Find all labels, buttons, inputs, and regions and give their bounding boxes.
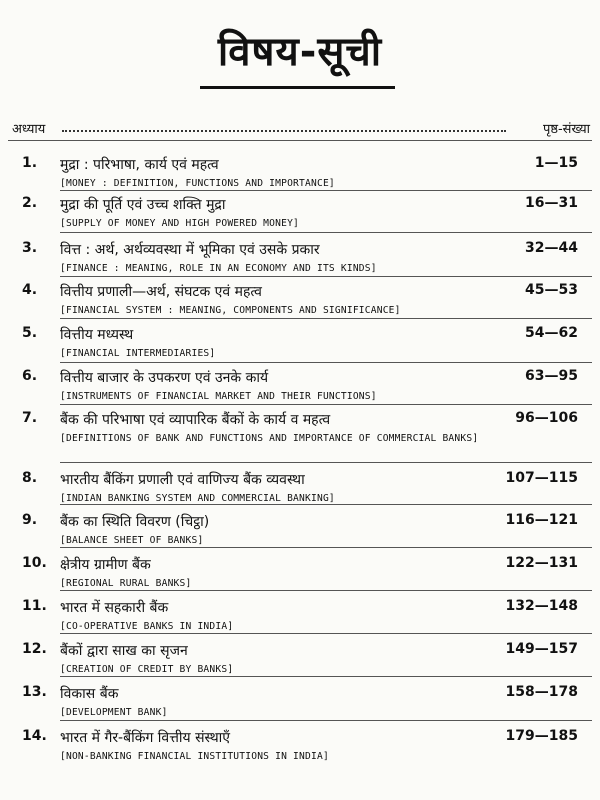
chapter-pages: 158—178 <box>505 684 578 700</box>
chapter-number: 4. <box>22 282 38 298</box>
contents-header <box>12 119 590 139</box>
page-number-column-label: पृष्ठ-संख्या <box>542 122 590 137</box>
chapter-pages: 122—131 <box>505 555 578 571</box>
chapter-number: 2. <box>22 195 38 211</box>
chapter-title-english: [DEVELOPMENT BANK] <box>60 707 168 718</box>
chapter-title-english: [INSTRUMENTS OF FINANCIAL MARKET AND THEIR FUNCTIONS] <box>60 391 377 402</box>
header-leader-dots <box>62 130 506 132</box>
chapter-title-hindi: बैंकों द्वारा साख का सृजन <box>60 643 188 659</box>
page-title: विषय-सूची <box>217 29 383 75</box>
chapter-title-hindi: बैंक का स्थिति विवरण (चिट्ठा) <box>60 514 210 530</box>
chapter-title-english: [DEFINITIONS OF BANK AND FUNCTIONS AND IMPORTANCE OF COMMERCIAL BANKS] <box>60 433 479 444</box>
chapter-number: 3. <box>22 240 38 256</box>
chapter-title-english: [FINANCIAL INTERMEDIARIES] <box>60 348 216 359</box>
chapter-column-label: अध्याय <box>12 122 46 137</box>
chapter-number: 14. <box>22 728 47 744</box>
chapter-number: 1. <box>22 155 38 171</box>
chapter-title-english: [CREATION OF CREDIT BY BANKS] <box>60 664 234 675</box>
chapter-number: 11. <box>22 598 47 614</box>
chapter-pages: 116—121 <box>505 512 578 528</box>
chapter-title-hindi: मुद्रा की पूर्ति एवं उच्च शक्ति मुद्रा <box>60 197 226 213</box>
chapter-pages: 96—106 <box>515 410 578 426</box>
chapter-pages: 32—44 <box>525 240 578 256</box>
chapter-number: 5. <box>22 325 38 341</box>
chapter-title-hindi: वित्तीय प्रणाली—अर्थ, संघटक एवं महत्व <box>60 284 262 300</box>
row-divider <box>60 720 592 721</box>
chapter-number: 10. <box>22 555 47 571</box>
chapter-title-hindi: वित्त : अर्थ, अर्थव्यवस्था में भूमिका एवं उसके प्रकार <box>60 242 320 258</box>
chapter-title-hindi: क्षेत्रीय ग्रामीण बैंक <box>60 557 151 573</box>
chapter-title-hindi: वित्तीय बाजार के उपकरण एवं उनके कार्य <box>60 370 269 386</box>
row-divider <box>60 462 592 463</box>
chapter-number: 6. <box>22 368 38 384</box>
chapter-title-english: [INDIAN BANKING SYSTEM AND COMMERCIAL BANKING] <box>60 493 335 504</box>
chapter-pages: 132—148 <box>505 598 578 614</box>
chapter-title-english: [FINANCIAL SYSTEM : MEANING, COMPONENTS AND SIGNIFICANCE] <box>60 305 401 316</box>
row-divider <box>60 190 592 191</box>
row-divider <box>60 276 592 277</box>
chapter-title-english: [SUPPLY OF MONEY AND HIGH POWERED MONEY] <box>60 218 300 229</box>
row-divider <box>60 547 592 548</box>
chapter-title-english: [CO-OPERATIVE BANKS IN INDIA] <box>60 621 234 632</box>
chapter-title-hindi: भारत में गैर-बैंकिंग वित्तीय संस्थाएँ <box>60 730 231 746</box>
row-divider <box>60 633 592 634</box>
chapter-pages: 107—115 <box>505 470 578 486</box>
chapter-pages: 179—185 <box>505 728 578 744</box>
chapter-title-hindi: वित्तीय मध्यस्थ <box>60 327 134 343</box>
chapter-pages: 63—95 <box>525 368 578 384</box>
chapter-number: 13. <box>22 684 47 700</box>
chapter-title-hindi: भारतीय बैंकिंग प्रणाली एवं वाणिज्य बैंक व्यवस्था <box>60 472 305 488</box>
row-divider <box>60 590 592 591</box>
chapter-title-english: [BALANCE SHEET OF BANKS] <box>60 535 204 546</box>
chapter-pages: 1—15 <box>534 155 578 171</box>
row-divider <box>60 362 592 363</box>
chapter-number: 9. <box>22 512 38 528</box>
chapter-number: 7. <box>22 410 38 426</box>
row-divider <box>60 318 592 319</box>
chapter-title-hindi: विकास बैंक <box>60 686 119 702</box>
chapter-number: 12. <box>22 641 47 657</box>
row-divider <box>60 404 592 405</box>
row-divider <box>60 504 592 505</box>
chapter-title-english: [NON-BANKING FINANCIAL INSTITUTIONS IN INDIA] <box>60 751 329 762</box>
chapter-title-hindi: भारत में सहकारी बैंक <box>60 600 169 616</box>
chapter-title-hindi: बैंक की परिभाषा एवं व्यापारिक बैंकों के कार्य व महत्व <box>60 412 331 428</box>
chapter-title-english: [FINANCE : MEANING, ROLE IN AN ECONOMY AND ITS KINDS] <box>60 263 377 274</box>
title-underline <box>200 86 395 89</box>
chapter-pages: 54—62 <box>525 325 578 341</box>
chapter-pages: 149—157 <box>505 641 578 657</box>
chapter-number: 8. <box>22 470 38 486</box>
chapter-pages: 45—53 <box>525 282 578 298</box>
header-divider <box>8 140 592 141</box>
row-divider <box>60 676 592 677</box>
chapter-pages: 16—31 <box>525 195 578 211</box>
row-divider <box>60 232 592 233</box>
chapter-title-english: [MONEY : DEFINITION, FUNCTIONS AND IMPORTANCE] <box>60 178 335 189</box>
chapter-title-hindi: मुद्रा : परिभाषा, कार्य एवं महत्व <box>60 157 219 173</box>
chapter-title-english: [REGIONAL RURAL BANKS] <box>60 578 192 589</box>
